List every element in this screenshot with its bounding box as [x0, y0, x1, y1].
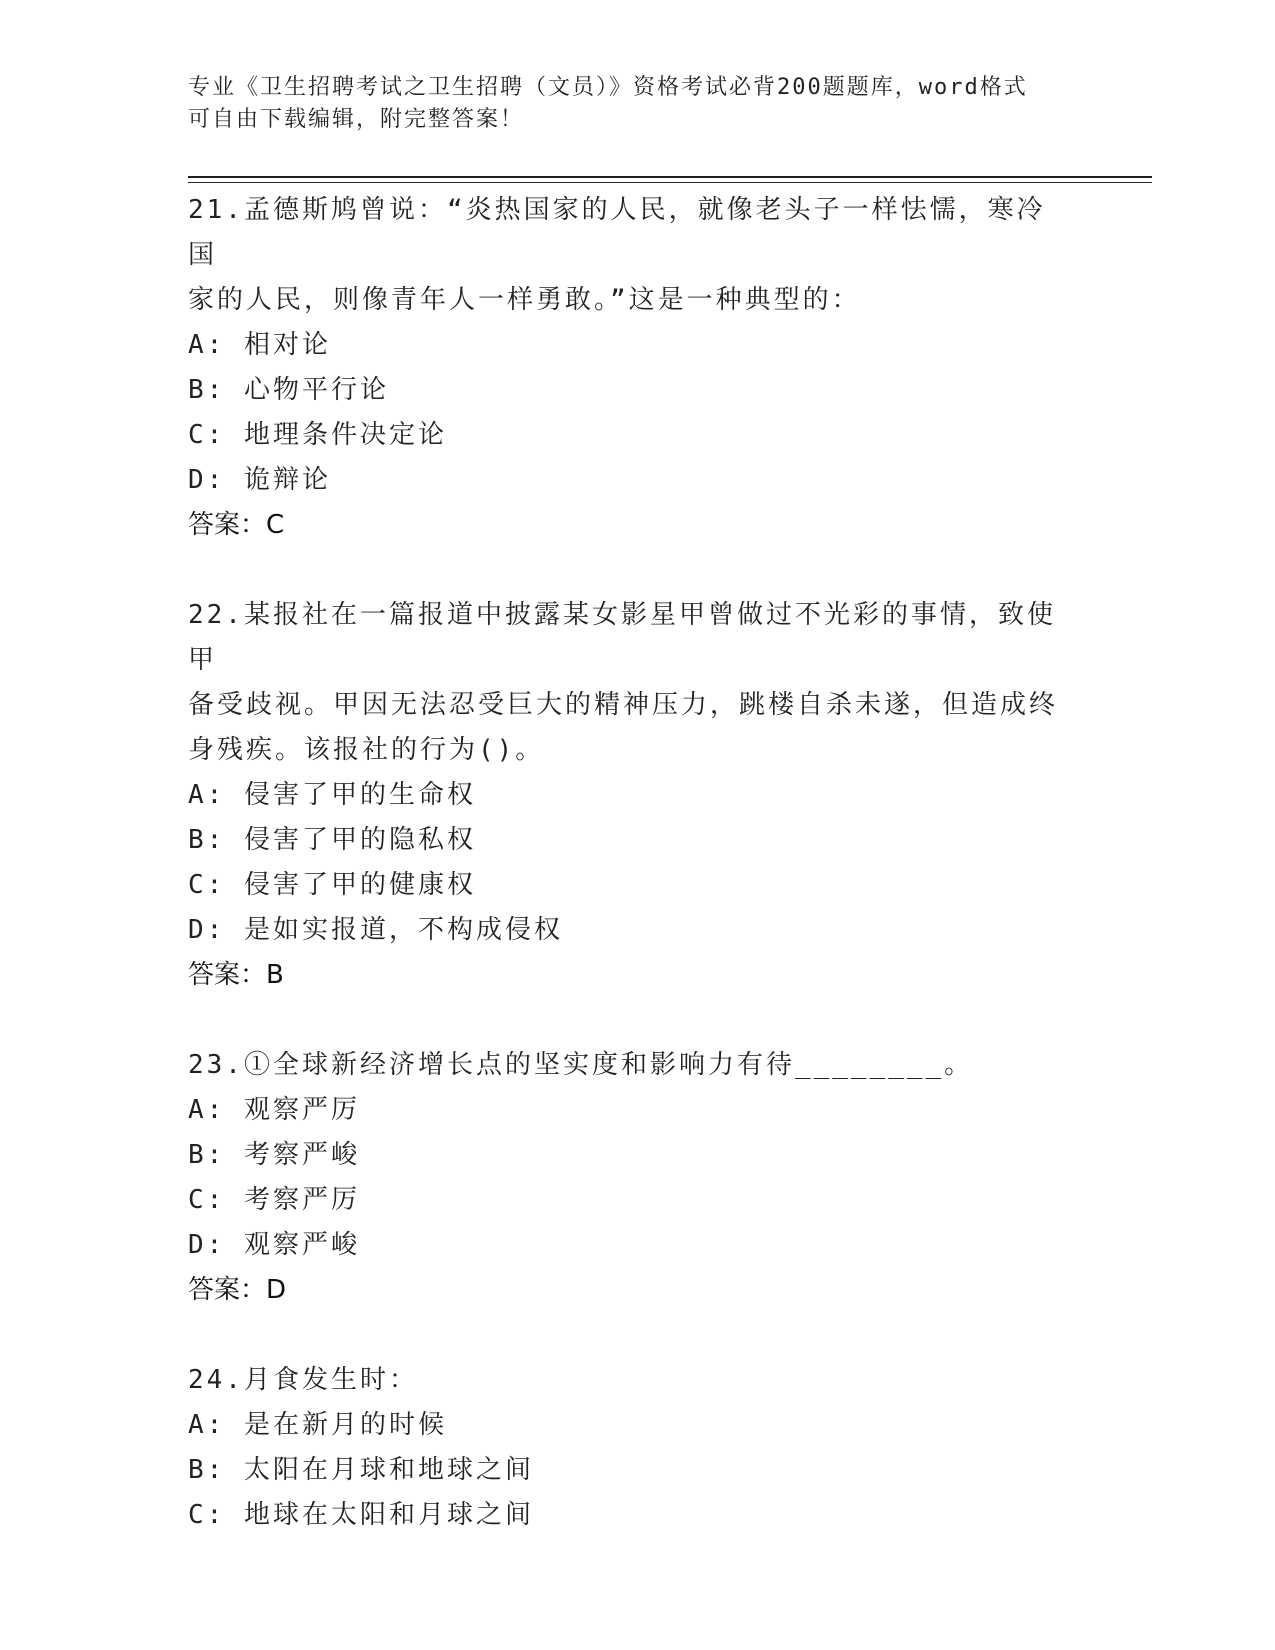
header-divider-thin: [188, 182, 1152, 183]
option-a: A: 观察严厉: [188, 1095, 360, 1125]
option-a: A: 侵害了甲的生命权: [188, 780, 476, 810]
answer-line: 答案：D: [188, 1275, 287, 1305]
question-23: [188, 1043, 1068, 1313]
question-list: [188, 188, 1068, 1538]
question-spacer: [188, 548, 1068, 593]
option-c: C: 地理条件决定论: [188, 420, 447, 450]
question-24: [188, 1358, 1068, 1538]
question-stem-line: 23.①全球新经济增长点的坚实度和影响力有待________。: [188, 1050, 974, 1080]
question-stem-line: 备受歧视。甲因无法忍受巨大的精神压力，跳楼自杀未遂，但造成终: [188, 690, 1059, 720]
header-line-2: 可自由下载编辑，附完整答案！: [188, 107, 525, 132]
question-spacer: [188, 1313, 1068, 1358]
option-b: B: 心物平行论: [188, 375, 389, 405]
question-spacer: [188, 998, 1068, 1043]
option-d: D: 诡辩论: [188, 465, 331, 495]
question-stem-line: 24.月食发生时：: [188, 1365, 418, 1395]
option-d: D: 是如实报道，不构成侵权: [188, 915, 563, 945]
option-a: A: 是在新月的时候: [188, 1410, 447, 1440]
option-b: B: 太阳在月球和地球之间: [188, 1455, 534, 1485]
answer-line: 答案：B: [188, 960, 284, 990]
option-a: A: 相对论: [188, 330, 331, 360]
option-c: C: 侵害了甲的健康权: [188, 870, 476, 900]
header-line-1: 专业《卫生招聘考试之卫生招聘（文员）》资格考试必背200题题库，word格式: [188, 75, 1028, 100]
header-divider-thick: [188, 176, 1152, 178]
document-header: [188, 72, 1068, 136]
answer-line: 答案：C: [188, 510, 285, 540]
question-22: [188, 593, 1068, 998]
question-stem-line: 家的人民，则像青年人一样勇敢。”这是一种典型的：: [188, 285, 861, 315]
question-stem-line: 22.某报社在一篇报道中披露某女影星甲曾做过不光彩的事情，致使甲: [188, 600, 1056, 675]
option-c: C: 考察严厉: [188, 1185, 360, 1215]
question-stem-line: 身残疾。该报社的行为()。: [188, 735, 545, 765]
option-d: D: 观察严峻: [188, 1230, 360, 1260]
option-c: C: 地球在太阳和月球之间: [188, 1500, 534, 1530]
question-stem-line: 21.孟德斯鸠曾说：“炎热国家的人民，就像老头子一样怯懦，寒冷国: [188, 195, 1046, 270]
option-b: B: 考察严峻: [188, 1140, 360, 1170]
option-b: B: 侵害了甲的隐私权: [188, 825, 476, 855]
question-21: [188, 188, 1068, 548]
